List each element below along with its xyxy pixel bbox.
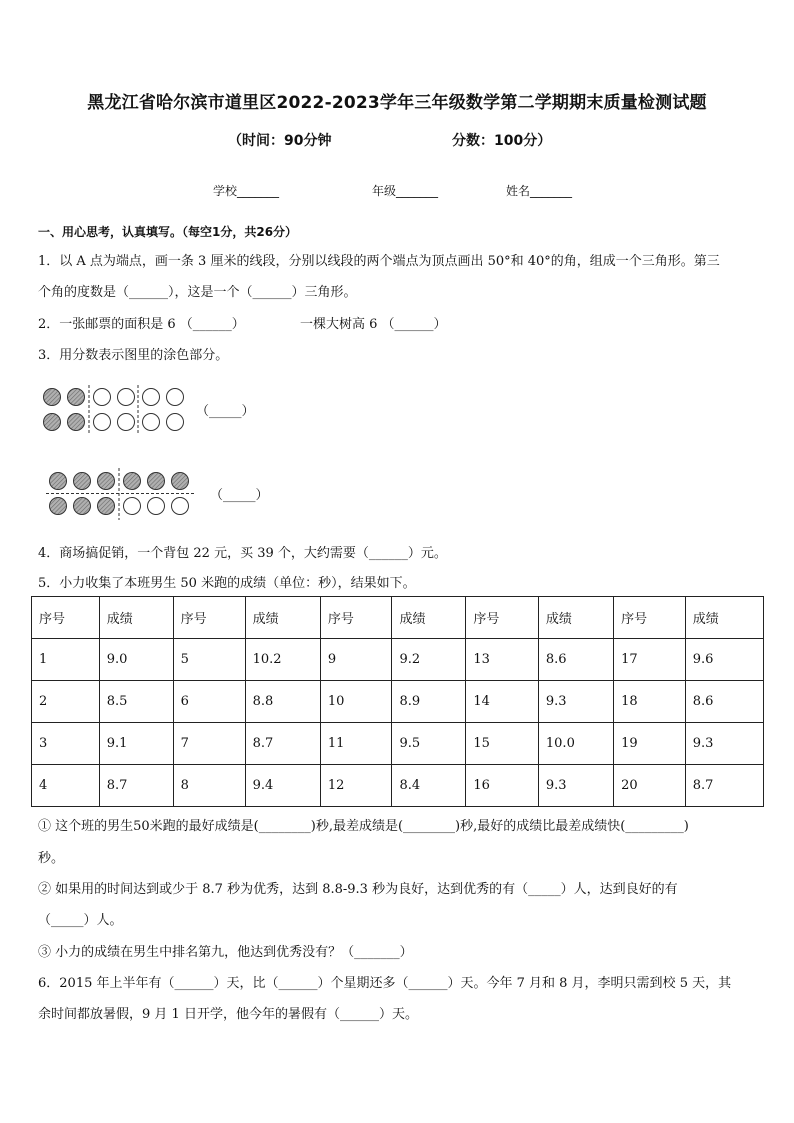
section-heading: 一、用心思考，认真填写。（每空1分，共26分） xyxy=(38,225,298,239)
table-row xyxy=(32,765,764,807)
table-cell: 8.6 xyxy=(685,681,763,723)
shaded-circle xyxy=(50,498,67,515)
shaded-circle xyxy=(74,498,91,515)
table-header-cell: 序号 xyxy=(320,597,392,639)
table-cell: 8 xyxy=(173,765,245,807)
question-6-line-2: 余时间都放暑假，9 月 1 日开学，他今年的暑假有（______）天。 xyxy=(38,1007,418,1022)
empty-circle xyxy=(94,389,111,406)
empty-circle xyxy=(167,414,184,431)
table-header-row xyxy=(32,597,764,639)
empty-circle xyxy=(94,414,111,431)
figure-1-row-2 xyxy=(44,414,184,431)
table-cell: 18 xyxy=(614,681,686,723)
table-row xyxy=(32,639,764,681)
shaded-circle xyxy=(98,473,115,490)
table-cell: 15 xyxy=(466,723,538,765)
table-cell: 9.6 xyxy=(685,639,763,681)
table-header-cell: 序号 xyxy=(466,597,538,639)
table-cell: 9 xyxy=(320,639,392,681)
page-title: 黑龙江省哈尔滨市道里区2022-2023学年三年级数学第二学期期末质量检测试题 xyxy=(87,93,707,113)
shaded-circle xyxy=(44,389,61,406)
question-5-sub-1-line-2: 秒。 xyxy=(38,851,65,866)
table-cell: 10.0 xyxy=(538,723,613,765)
figure-1-row-1 xyxy=(44,389,184,406)
shaded-circle xyxy=(98,498,115,515)
table-cell: 9.3 xyxy=(538,681,613,723)
table-cell: 9.4 xyxy=(245,765,320,807)
empty-circle xyxy=(167,389,184,406)
table-cell: 9.3 xyxy=(538,765,613,807)
question-3-text: 3．用分数表示图里的涂色部分。 xyxy=(38,348,229,363)
table-cell: 8.9 xyxy=(392,681,466,723)
shaded-circle xyxy=(124,473,141,490)
empty-circle xyxy=(143,414,160,431)
exam-score: 分数：100分） xyxy=(452,133,552,149)
shaded-circle xyxy=(44,414,61,431)
empty-circle xyxy=(124,498,141,515)
table-cell: 16 xyxy=(466,765,538,807)
question-1-line-2: 个角的度数是（______），这是一个（______）三角形。 xyxy=(38,285,357,300)
empty-circle xyxy=(143,389,160,406)
table-cell: 8.7 xyxy=(245,723,320,765)
table-cell: 10 xyxy=(320,681,392,723)
table-cell: 8.6 xyxy=(538,639,613,681)
empty-circle xyxy=(148,498,165,515)
table-cell: 8.5 xyxy=(99,681,173,723)
table-cell: 13 xyxy=(466,639,538,681)
table-cell: 4 xyxy=(32,765,100,807)
table-cell: 8.7 xyxy=(99,765,173,807)
table-cell: 11 xyxy=(320,723,392,765)
fraction-figure-2 xyxy=(44,468,198,520)
table-cell: 2 xyxy=(32,681,100,723)
fraction-figure-1 xyxy=(40,383,190,435)
table-header-cell: 成绩 xyxy=(538,597,613,639)
question-5-text: 5．小力收集了本班男生 50 米跑的成绩（单位：秒），结果如下。 xyxy=(38,576,416,591)
table-header-cell: 序号 xyxy=(614,597,686,639)
table-cell: 8.4 xyxy=(392,765,466,807)
table-cell: 10.2 xyxy=(245,639,320,681)
table-row xyxy=(32,681,764,723)
table-cell: 9.0 xyxy=(99,639,173,681)
empty-circle xyxy=(118,389,135,406)
table-header-cell: 成绩 xyxy=(99,597,173,639)
question-3-blank-2[interactable]: （_____） xyxy=(210,488,269,503)
question-5-sub-2-line-1: ② 如果用的时间达到或少于 8.7 秒为优秀，达到 8.8-9.3 秒为良好，达到优秀的有（_____）人，达到良好的有 xyxy=(38,882,678,897)
table-cell: 9.3 xyxy=(685,723,763,765)
question-3-blank-1[interactable]: （_____） xyxy=(196,404,255,419)
table-cell: 9.5 xyxy=(392,723,466,765)
table-cell: 14 xyxy=(466,681,538,723)
question-4-text: 4．商场搞促销，一个背包 22 元，买 39 个，大约需要（______）元。 xyxy=(38,546,447,561)
shaded-circle xyxy=(68,414,85,431)
question-1-line-1: 1．以 A 点为端点，画一条 3 厘米的线段，分别以线段的两个端点为顶点画出 50°和 40°的角，组成一个三角形。第三 xyxy=(38,254,720,269)
table-cell: 1 xyxy=(32,639,100,681)
table-cell: 9.2 xyxy=(392,639,466,681)
question-2-part-1: 2．一张邮票的面积是 6 （______） xyxy=(38,317,245,332)
table-cell: 12 xyxy=(320,765,392,807)
table-cell: 5 xyxy=(173,639,245,681)
table-cell: 20 xyxy=(614,765,686,807)
scores-table xyxy=(31,596,764,807)
table-row xyxy=(32,723,764,765)
table-cell: 6 xyxy=(173,681,245,723)
table-cell: 8.8 xyxy=(245,681,320,723)
grade-field[interactable]: 年级_______ xyxy=(372,184,439,198)
shaded-circle xyxy=(50,473,67,490)
table-header-cell: 成绩 xyxy=(392,597,466,639)
table-cell: 3 xyxy=(32,723,100,765)
table-header-cell: 成绩 xyxy=(685,597,763,639)
table-header-cell: 序号 xyxy=(32,597,100,639)
table-cell: 19 xyxy=(614,723,686,765)
table-header-cell: 成绩 xyxy=(245,597,320,639)
table-cell: 7 xyxy=(173,723,245,765)
table-header-cell: 序号 xyxy=(173,597,245,639)
question-5-sub-3: ③ 小力的成绩在男生中排名第九，他达到优秀没有？（_______） xyxy=(38,945,413,960)
question-5-sub-1-line-1: ① 这个班的男生50米跑的最好成绩是(________)秒,最差成绩是(________)秒,最好的成绩比最差成绩快(_________) xyxy=(38,819,689,834)
table-cell: 17 xyxy=(614,639,686,681)
shaded-circle xyxy=(68,389,85,406)
question-5-sub-2-line-2: （_____）人。 xyxy=(38,913,123,928)
exam-time: （时间：90分钟 xyxy=(228,133,332,149)
school-field[interactable]: 学校_______ xyxy=(213,184,280,198)
empty-circle xyxy=(118,414,135,431)
table-cell: 8.7 xyxy=(685,765,763,807)
table-cell: 9.1 xyxy=(99,723,173,765)
empty-circle xyxy=(172,498,189,515)
shaded-circle xyxy=(172,473,189,490)
shaded-circle xyxy=(148,473,165,490)
name-field[interactable]: 姓名_______ xyxy=(506,184,573,198)
shaded-circle xyxy=(74,473,91,490)
question-2-part-2: 一棵大树高 6 （______） xyxy=(300,317,447,332)
question-6-line-1: 6．2015 年上半年有（______）天，比（______）个星期还多（______）天。今年 7 月和 8 月，李明只需到校 5 天，其 xyxy=(38,976,732,991)
